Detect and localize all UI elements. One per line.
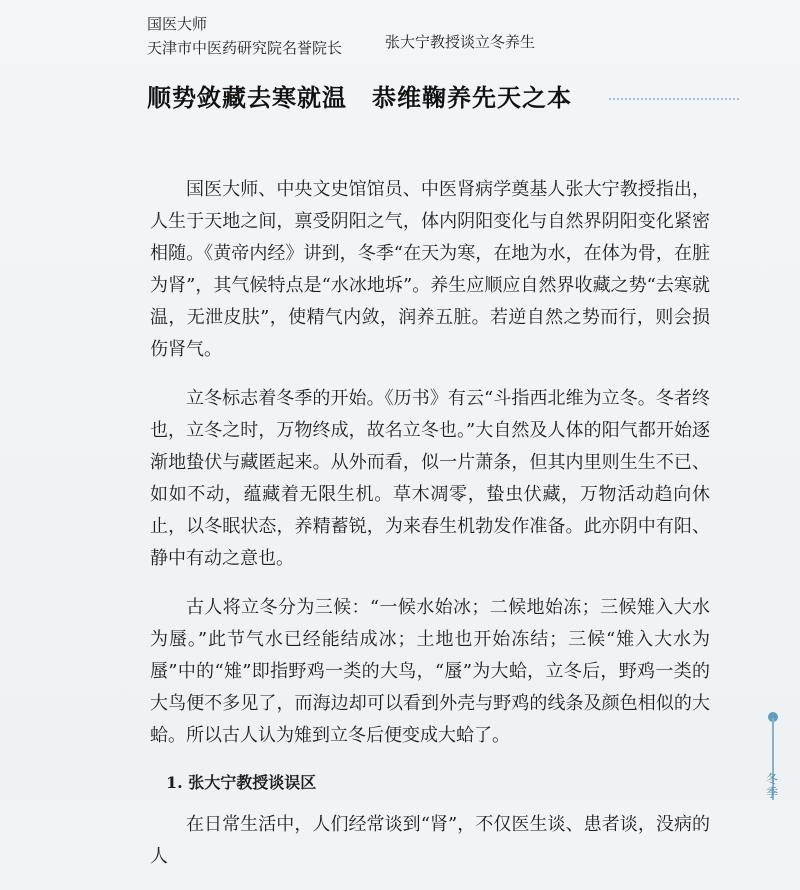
bleed-through-text xyxy=(470,10,652,30)
running-title: 张大宁教授谈立冬养生 xyxy=(385,33,536,51)
section-heading: 1. 张大宁教授谈误区 xyxy=(166,773,317,792)
article-body xyxy=(150,174,710,890)
article-title: 顺势敛藏去寒就温 恭维鞠养先天之本 xyxy=(147,83,572,112)
paragraph-3: 古人将立冬分为三候：“一候水始冰；二候地始冻；三候雉入大水为蜃。”此节气水已经能结成冰；土地也开始冻结；三候“雉入大水为蜃”中的“雉”即指野鸡一类的大鸟，“蜃”为大蛤，立冬后，野鸡一类的大鸟便不多见了，而海边却可以看到外壳与野鸡的线条及颜色相似的大蛤。所以古人认为雉到立冬后便变成大蛤了。 xyxy=(150,597,710,746)
article-title-row xyxy=(147,78,737,118)
author-meta xyxy=(147,12,342,60)
side-label: 冬季 xyxy=(765,772,778,800)
title-dotted-rule xyxy=(609,98,739,100)
paragraph-2: 立冬标志着冬季的开始。《历书》有云“斗指西北维为立冬。冬者终也，立冬之时，万物终成，故名立冬也。”大自然及人体的阳气都开始逐渐地蛰伏与藏匿起来。从外而看，似一片萧条，但其内里则生生不已、如如不动，蕴藏着无限生机。草木凋零，蛰虫伏藏，万物活动趋向休止，以冬眠状态，养精蓄锐，为来春生机勃发作准备。此亦阴中有阳、静中有动之意也。 xyxy=(150,388,710,569)
section-first-line: 在日常生活中，人们经常谈到“肾”，不仅医生谈、患者谈，没病的人 xyxy=(150,814,710,867)
paragraph-1: 国医大师、中央文史馆馆员、中医肾病学奠基人张大宁教授指出，人生于天地之间，禀受阴阳之气，体内阴阳变化与自然界阴阳变化紧密相随。《黄帝内经》讲到，冬季“在天为寒，在地为水，在体为骨，在脏为肾”，其气候特点是“水冰地坼”。养生应顺应自然界收藏之势“去寒就温，无泄皮肤”，使精气内敛，润养五脏。若逆自然之势而行，则会损伤肾气。 xyxy=(150,179,710,360)
author-role-line-2: 天津市中医药研究院名誉院长 xyxy=(147,39,343,57)
author-role-line-1: 国医大师 xyxy=(147,15,208,33)
